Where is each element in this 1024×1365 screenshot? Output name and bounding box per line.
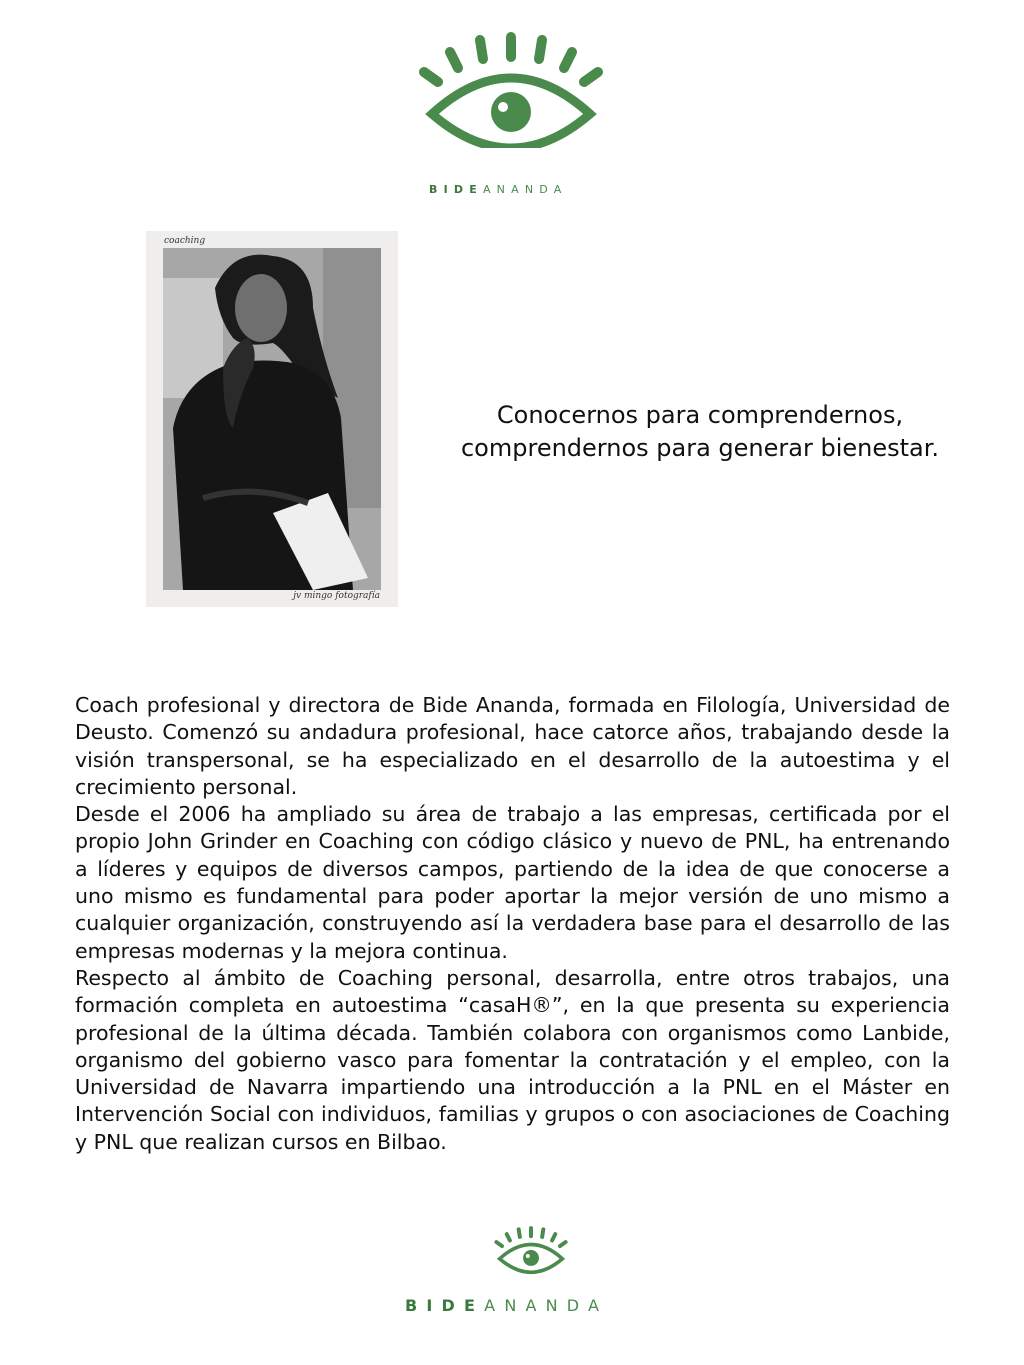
brand-bold-text: BIDE [405, 1296, 485, 1315]
motto-quote [430, 399, 970, 465]
brand-wordmark [405, 1296, 608, 1315]
bio-paragraph-2: Desde el 2006 ha ampliado su área de trabajo a las empresas, certificada por el propio John Grinder en Coaching con código clásico y nuevo de PNL, ha entrenando a líderes y equipos de diversos campos, partiendo de la idea de que conocerse a uno mismo es fundamental para poder aportar la mejor versión de uno mismo a cualquier organización, construyendo así la verdadera base para el desarrollo de las empresas modernas y la mejora continua. [75, 802, 950, 963]
eye-logo-icon [418, 32, 604, 148]
bio-paragraph-3: Respecto al ámbito de Coaching personal, desarrolla, entre otros trabajos, una formación completa en autoestima “casaH®”, en la que presenta su experiencia profesional de la última década. También colabora con organismos como Lanbide, organismo del gobierno vasco para fomentar la contratación y el empleo, con la Universidad de Navarra impartiendo una introducción a la PNL en el Máster en Intervención Social con individuos, familias y grupos o con asociaciones de Coaching y PNL que realizan cursos en Bilbao. [75, 965, 950, 1154]
quote-line-2: comprendernos para generar bienestar. [460, 434, 940, 462]
photo-caption-top: coaching [164, 236, 206, 246]
bio-paragraph-1: Coach profesional y directora de Bide Ananda, formada en Filología, Universidad de Deusto. Comenzó su andadura profesional, hace catorce años, trabajando desde la visión transpersonal, se ha especializado en el desarrollo de la autoestima y el crecimiento personal. [75, 693, 950, 799]
portrait-photo [163, 248, 381, 590]
portrait-illustration [163, 248, 381, 590]
photo-credit: jv mingo fotografía [293, 591, 380, 601]
brand-light-text: ANANDA [482, 183, 568, 196]
brand-bold-text: BIDE [429, 183, 483, 196]
brand-light-text: ANANDA [484, 1296, 609, 1315]
portrait-photo-frame [146, 231, 398, 607]
biography-text [75, 692, 950, 1156]
brand-wordmark [429, 183, 567, 196]
quote-line-1: Conocernos para comprendernos, [496, 401, 904, 429]
eye-logo-icon [494, 1226, 568, 1282]
